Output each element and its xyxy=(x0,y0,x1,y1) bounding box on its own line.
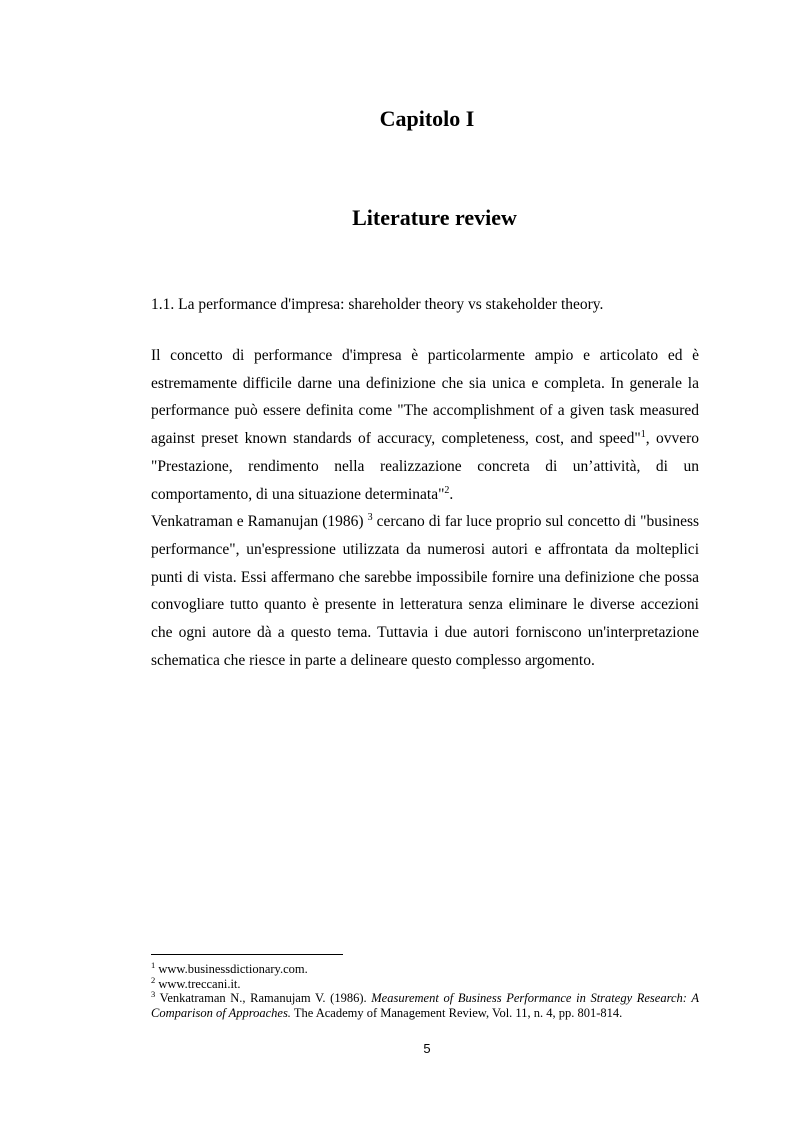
footnote-number: 1 xyxy=(151,959,156,970)
chapter-title: Literature review xyxy=(352,205,517,230)
page-number: 5 xyxy=(423,1041,431,1056)
footnote-3 xyxy=(151,991,699,1020)
footnote-ref-3: 3 xyxy=(367,512,373,524)
paragraph-1 xyxy=(151,342,699,508)
footnote-1 xyxy=(151,959,699,977)
footnote-text: www.treccani.it. xyxy=(158,976,241,991)
footnote-text: Venkatraman N., Ramanujam V. (1986). xyxy=(159,991,372,1006)
paragraph-2-text-b: cercano di far luce proprio sul concetto di "business performance", un'espressione utilizzata da numerosi autori e affrontata da molteplici punti di vista. Essi affermano che sarebbe impossibile fornire una definizione che possa convogliare tutto quanto è presente in letteratura senza eliminare le diverse accezioni che ogni autore dà a questo tema. Tuttavia i due autori forniscono un'interpretazione schematica che riesce in parte a delineare questo complesso argomento. xyxy=(151,513,700,669)
footnote-number: 3 xyxy=(151,989,156,1000)
paragraph-1-text-a: Il concetto di performance d'impresa è particolarmente ampio e articolato ed è estremamente difficile darne una definizione che sia unica e completa. In generale la performance può essere definita come "The accomplishment of a given task measured against preset known standards of accuracy, completeness, cost, and speed" xyxy=(151,347,699,448)
footnote-ref-1: 1 xyxy=(640,428,646,440)
paragraph-1-text-c: . xyxy=(449,485,454,503)
paragraph-1-text-b: , ovvero "Prestazione, rendimento nella realizzazione concreta di un’attività, di un comportamento, di una situazione determinata" xyxy=(151,430,699,503)
footnotes xyxy=(151,959,700,1020)
footnote-text: www.businessdictionary.com. xyxy=(158,962,308,976)
footnote-title: Measurement of Business Performance in Strategy Research: A Comparison of Approaches. xyxy=(151,991,700,1020)
footnote-2 xyxy=(151,974,699,992)
footnote-ref-2: 2 xyxy=(444,484,450,496)
footnote-separator xyxy=(151,954,343,955)
footnote-text: The Academy of Management Review, Vol. 11, n. 4, pp. 801-814. xyxy=(290,1005,623,1020)
paragraph-2-text-a: Venkatraman e Ramanujan (1986) xyxy=(151,513,364,531)
section-heading: 1.1. La performance d'impresa: shareholder theory vs stakeholder theory. xyxy=(151,296,604,313)
chapter-heading: Capitolo I xyxy=(379,106,475,131)
footnote-number: 2 xyxy=(151,974,156,985)
paragraph-2 xyxy=(151,508,699,674)
body-text xyxy=(151,342,699,674)
